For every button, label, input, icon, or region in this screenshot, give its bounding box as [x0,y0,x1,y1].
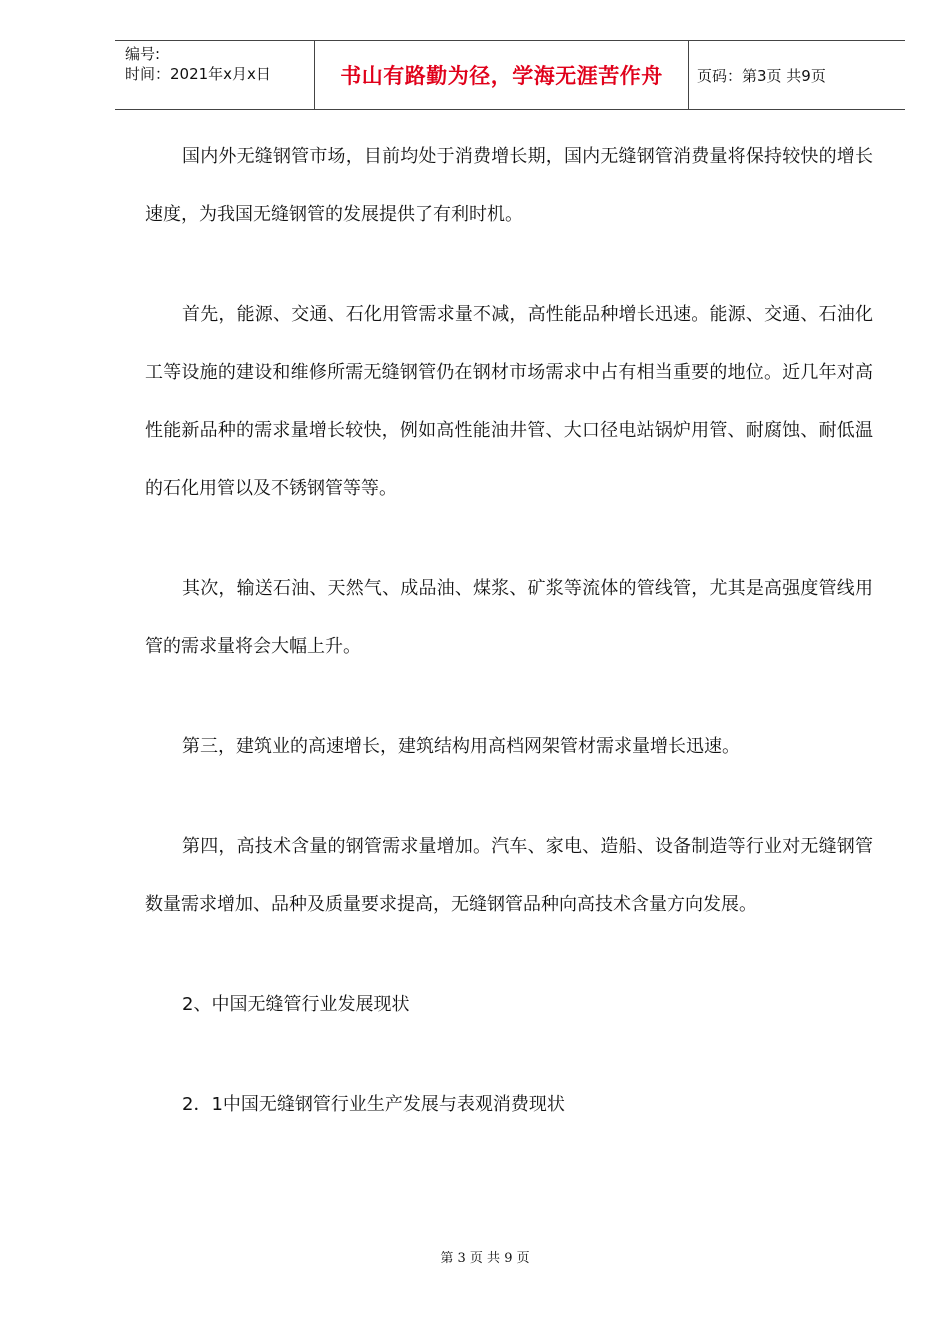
paragraph: 其次，输送石油、天然气、成品油、煤浆、矿浆等流体的管线管，尤其是高强度管线用管的需求量将会大幅上升。 [145,578,873,657]
page-footer: 第 3 页 共 9 页 [440,1251,530,1266]
header-meta [115,41,315,109]
number-label: 编号: [125,45,161,63]
paragraph: 国内外无缝钢管市场，目前均处于消费增长期，国内无缝钢管消费量将保持较快的增长速度，为我国无缝钢管的发展提供了有利时机。 [145,146,873,225]
header-page-info: 页码：第3页 共9页 [697,66,826,85]
section-heading: 2、中国无缝管行业发展现状 [182,994,410,1015]
time-label: 时间：2021年x月x日 [125,65,271,83]
paragraph: 第四，高技术含量的钢管需求量增加。汽车、家电、造船、设备制造等行业对无缝钢管数量需求增加、品种及质量要求提高，无缝钢管品种向高技术含量方向发展。 [145,836,873,915]
subsection-heading: 2．1中国无缝钢管行业生产发展与表观消费现状 [182,1094,565,1115]
header-motto: 书山有路勤为径，学海无涯苦作舟 [315,41,689,109]
page-header [115,40,905,110]
paragraph: 首先，能源、交通、石化用管需求量不减，高性能品种增长迅速。能源、交通、石油化工等设施的建设和维修所需无缝钢管仍在钢材市场需求中占有相当重要的地位。近几年对高性能新品种的需求量增长较快，例如高性能油井管、大口径电站锅炉用管、耐腐蚀、耐低温的石化用管以及不锈钢管等等。 [145,304,873,499]
paragraph: 第三，建筑业的高速增长，建筑结构用高档网架管材需求量增长迅速。 [182,736,740,757]
document-body [145,128,873,1134]
